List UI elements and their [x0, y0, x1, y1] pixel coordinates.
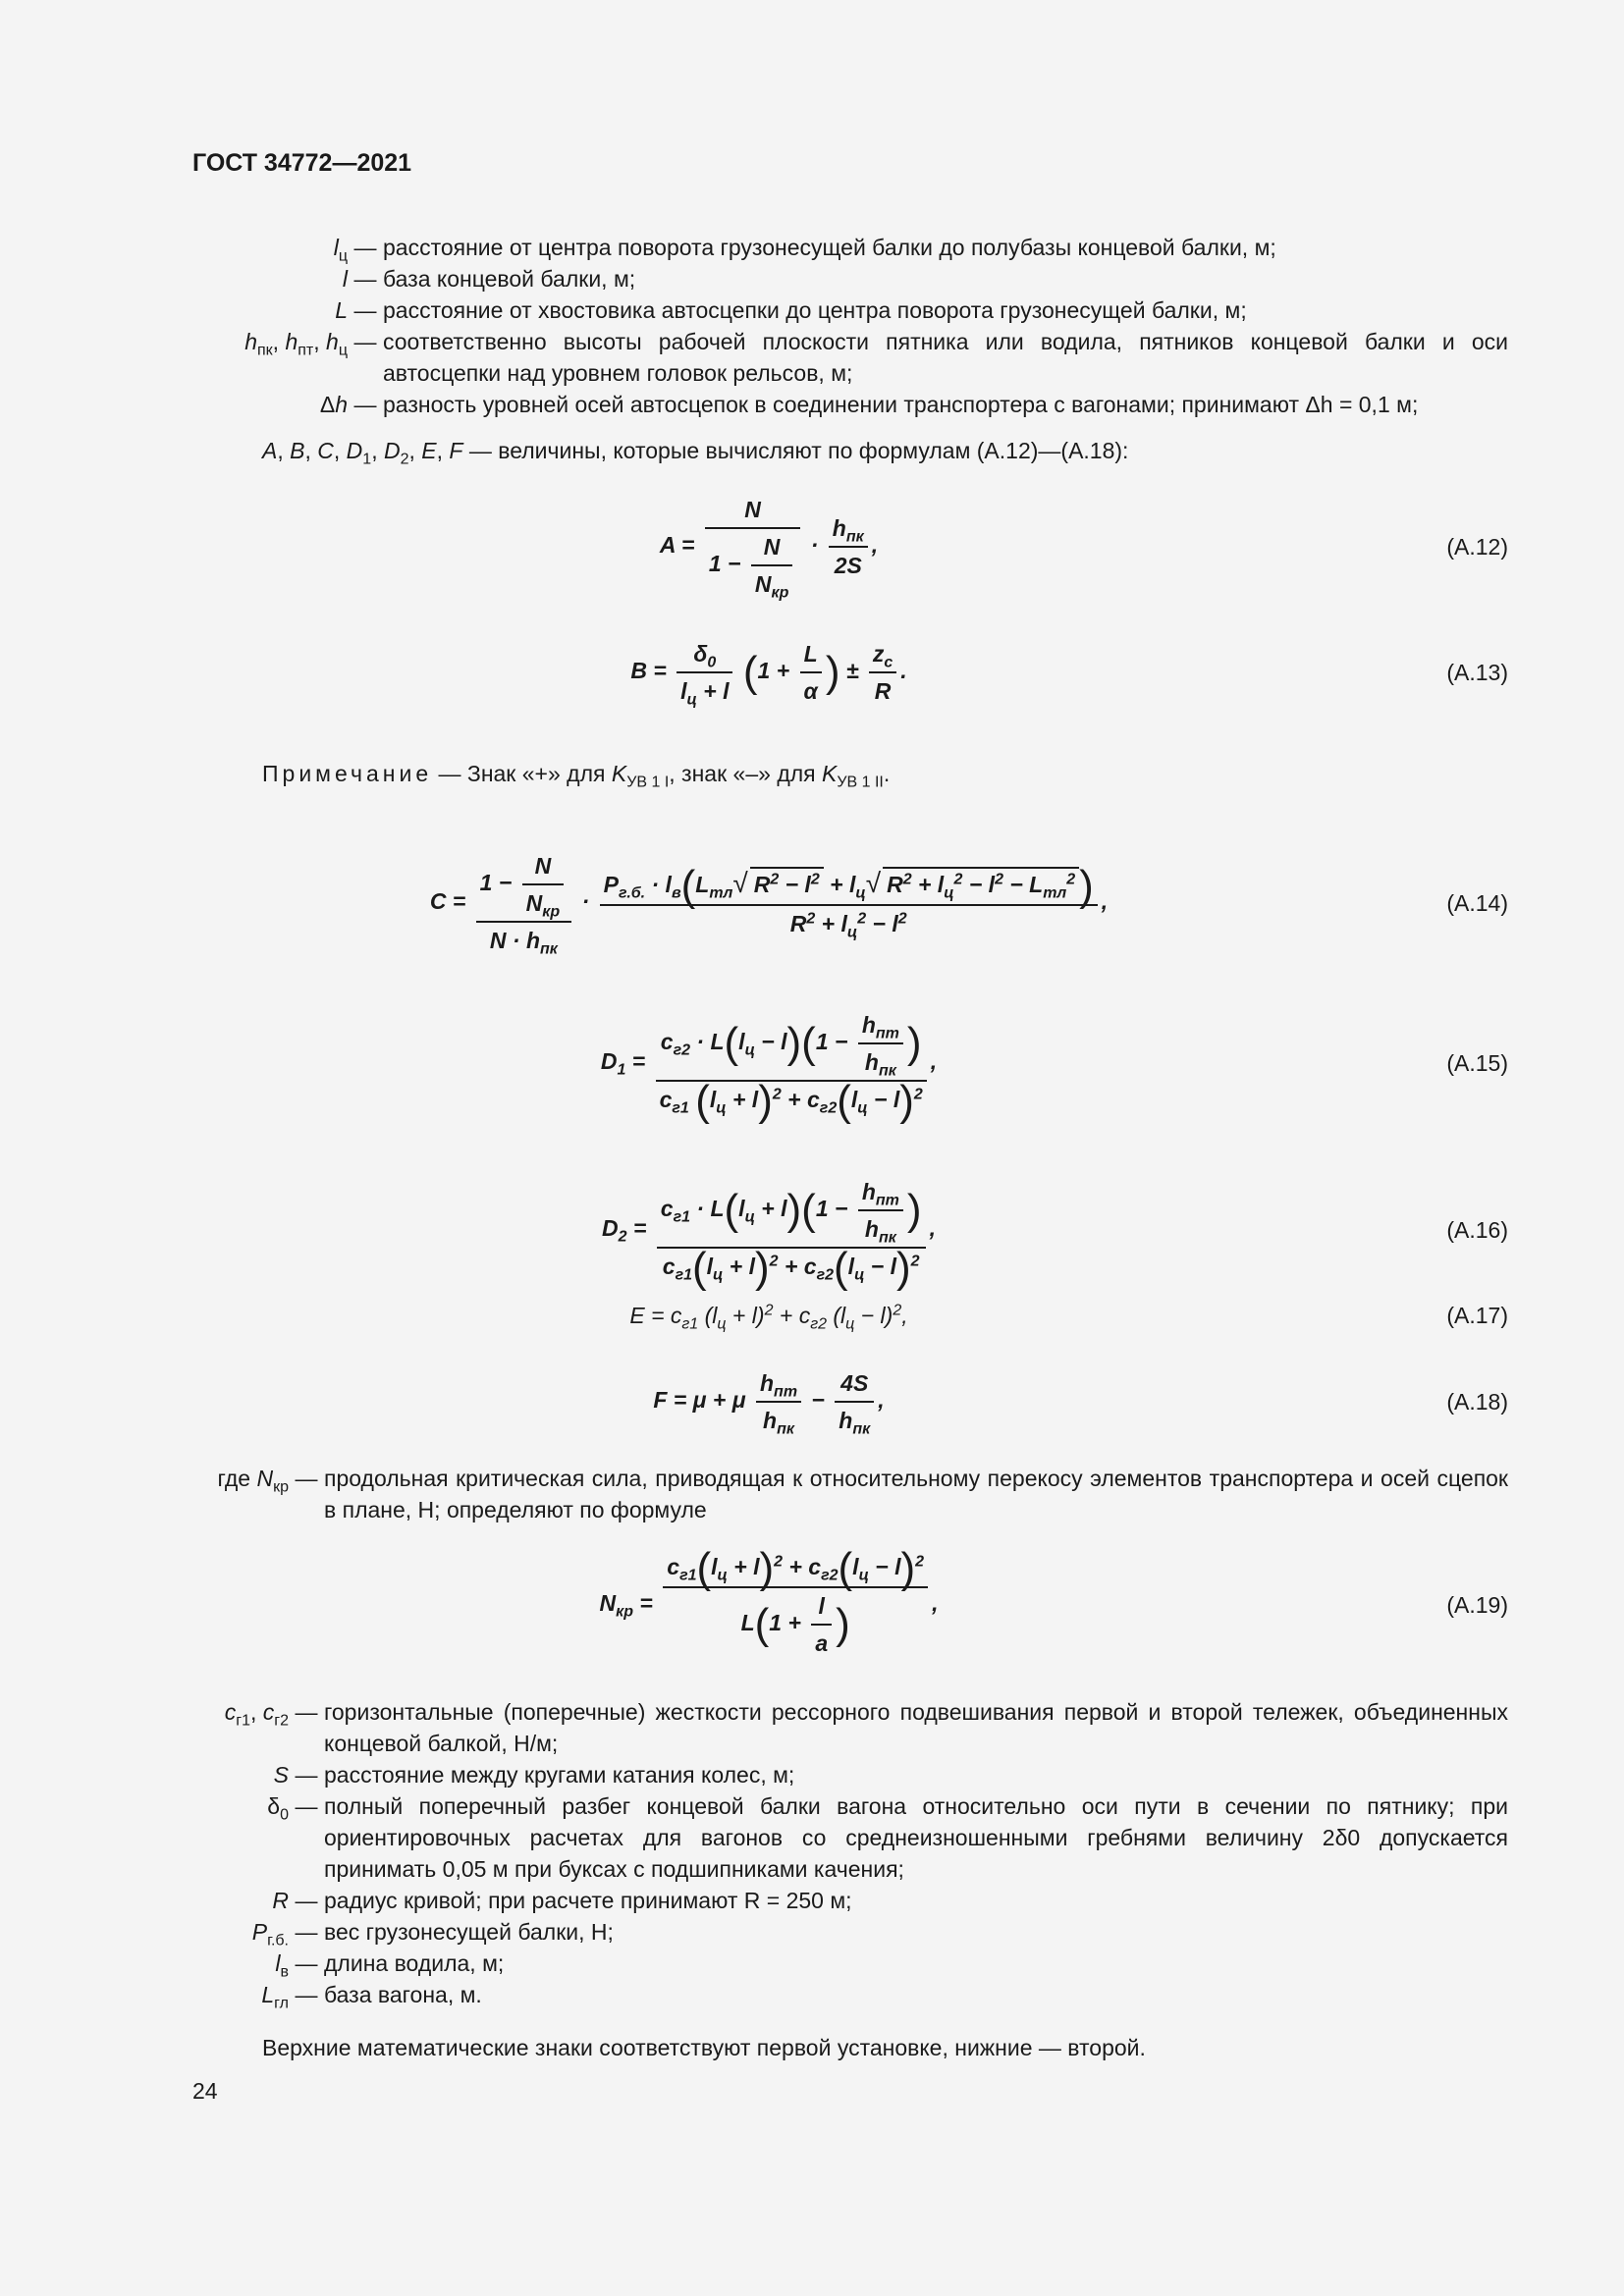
formula-a12: [147, 496, 1508, 602]
definition-symbol: $l_ц$: [333, 235, 348, 265]
definition-symbol: l: [342, 266, 348, 292]
definition-text: длина водила, м;: [324, 1950, 505, 1976]
where-clause: где $N_{кр}$ — продольная критическая сила, приводящая к относительному перекосу элементов транспортера и осей сцепок в плане, Н; определяют по формуле: [147, 1463, 1508, 1525]
definition-symbol: R: [272, 1888, 289, 1913]
formula-a13-expression: B = $\frac{\delta_0}{l_ц + l}$ (1 + $\frac{L}{\alpha}$ ) ± $\frac{z_c}{R}$ .: [630, 638, 906, 707]
definition-symbol: $L_{гл}$: [261, 1982, 289, 2012]
definition-symbol: $h_{пк}$, $h_{пт}$, $h_ц$: [244, 329, 348, 359]
formula-number: (А.17): [1446, 1303, 1508, 1328]
definition-symbol: Δh: [319, 392, 348, 417]
definition-text: расстояние от центра поворота грузонесущей балки до полубазы концевой балки, м;: [383, 235, 1276, 260]
definition-symbol: $c_{г1}$, $c_{г2}$: [224, 1699, 289, 1730]
definition-text: база концевой балки, м;: [383, 266, 636, 292]
closing-paragraph: Верхние математические знаки соответствуют первой установке, нижние — второй.: [262, 2035, 1146, 2060]
definition-text: полный поперечный разбег концевой балки вагона относительно оси пути в сечении по пятнику; при ориентировочных расчетах для вагонов со среднеизношенными гребнями величину 2δ0 допускается принимать 0,05 м при буксах с подшипниками качения;: [324, 1793, 1508, 1882]
definition-item: $P_{г.б.}$ — вес грузонесущей балки, Н;: [147, 1916, 1508, 1948]
formula-number: (А.18): [1446, 1389, 1508, 1415]
note-label: Примечание: [262, 761, 433, 786]
formula-a18: [147, 1364, 1508, 1439]
formula-a14: [147, 834, 1508, 972]
definition-item: $h_{пк}$, $h_{пт}$, $h_ц$ — соответственно высоты рабочей плоскости пятника или водила, пятников концевой балки и оси автосцепки над уровнем головок рельсов, м;: [147, 326, 1508, 389]
definition-item: $\delta_0$ — полный поперечный разбег концевой балки вагона относительно оси пути в сечении по пятнику; при ориентировочных расчетах для вагонов со среднеизношенными гребнями величину 2δ0 допускается принимать 0,05 м при буксах с подшипниками качения;: [147, 1790, 1508, 1885]
definition-text: соответственно высоты рабочей плоскости пятника или водила, пятников концевой балки и оси автосцепки над уровнем головок рельсов, м;: [383, 329, 1508, 386]
formula-number: (А.12): [1446, 534, 1508, 560]
formula-a15-expression: $D_1$ = $c_{г2} \cdot L(l_ц - l)(1$ − $\frac{h_{пт}}{h_{пк}}$ ) $c_{г1}$ $(l_ц + l)^2 + c_{г2}(l_ц - l)^2$ ,: [601, 1009, 937, 1117]
formula-a13: [147, 632, 1508, 713]
formula-a12-expression: A = N 1 − $\frac{N}{N_{кр}}$ · $\frac{h_{пк}}{2S}$ ,: [660, 494, 878, 600]
definition-symbol: L: [335, 297, 348, 323]
definition-item: l — база концевой балки, м;: [147, 263, 1508, 294]
document-header: ГОСТ 34772—2021: [192, 149, 412, 177]
definition-item: S — расстояние между кругами катания колес, м;: [147, 1759, 1508, 1790]
formula-number: (А.19): [1446, 1592, 1508, 1618]
definition-text: разность уровней осей автосцепок в соединении транспортера с вагонами; принимают Δh = 0,1 м;: [383, 392, 1419, 417]
definition-text: расстояние от хвостовика автосцепки до центра поворота грузонесущей балки, м;: [383, 297, 1247, 323]
definition-item: $l_ц$ — расстояние от центра поворота грузонесущей балки до полубазы концевой балки, м;: [147, 232, 1508, 263]
definition-text: горизонтальные (поперечные) жесткости рессорного подвешивания первой и второй тележек, объединенных концевой балкой, Н/м;: [324, 1699, 1508, 1756]
definition-text: база вагона, м.: [324, 1982, 482, 2007]
note: Примечание — Знак «+» для $K_{УВ 1 I}$, знак «–» для $K_{УВ 1 II}$.: [262, 761, 891, 791]
formula-number: (А.16): [1446, 1217, 1508, 1243]
definitions-bottom: [147, 1696, 1508, 2010]
formula-a19: [147, 1543, 1508, 1663]
definition-text: расстояние между кругами катания колес, м;: [324, 1762, 795, 1788]
formula-a15: [147, 982, 1508, 1145]
formula-a17-expression: $E = c_{г1}$ $(l_ц + l)^2 + c_{г2}$ $(l_ц - l)^2$,: [629, 1302, 908, 1333]
formula-a14-expression: C = 1 − $\frac{N}{N_{кр}}$ $N \cdot h_{пк}$ · $\frac{P_{г.б.} \cdot l_в(L_{тл}√ R^2 - l^2 + l_ц√ R^2 + l_ц^2 - l^2 - L_{тл}^2)}{R^2 + l_ц^2 - l^2}$ ,: [430, 850, 1108, 956]
formula-a18-expression: F = μ + μ $\frac{h_{пт}}{h_{пк}}$ − $\frac{4S}{h_{пк}}$ ,: [653, 1367, 884, 1436]
definition-item: Δh — разность уровней осей автосцепок в соединении транспортера с вагонами; принимают Δh = 0,1 м;: [147, 389, 1508, 420]
page-number: 24: [192, 2078, 218, 2104]
definition-item: $L_{гл}$ — база вагона, м.: [147, 1979, 1508, 2010]
where-prefix: где $N_{кр}$: [217, 1466, 289, 1496]
formula-number: (А.14): [1446, 890, 1508, 916]
formula-a17: [147, 1298, 1508, 1333]
where-text: продольная критическая сила, приводящая к относительному перекосу элементов транспортера и осей сцепок в плане, Н; определяют по формуле: [324, 1466, 1508, 1522]
definition-text: вес грузонесущей балки, Н;: [324, 1919, 614, 1945]
formula-a16: [147, 1148, 1508, 1311]
formula-a16-expression: $D_2$ = $c_{г1} \cdot L(l_ц + l)(1$ − $\frac{h_{пт}}{h_{пк}}$ ) $c_{г1}(l_ц + l)^2 + c_{г2}(l_ц - l)^2$ ,: [602, 1176, 936, 1284]
definition-item: R — радиус кривой; при расчете принимают R = 250 м;: [147, 1885, 1508, 1916]
definition-symbol: $P_{г.б.}$: [251, 1919, 289, 1949]
formula-number: (А.13): [1446, 660, 1508, 685]
definition-symbol: S: [273, 1762, 289, 1788]
definition-symbol: $\delta_0$: [267, 1793, 289, 1824]
definition-item: $c_{г1}$, $c_{г2}$ — горизонтальные (поперечные) жесткости рессорного подвешивания первой и второй тележек, объединенных концевой балкой, Н/м;: [147, 1696, 1508, 1759]
definition-item: L — расстояние от хвостовика автосцепки до центра поворота грузонесущей балки, м;: [147, 294, 1508, 326]
definitions-top: [147, 232, 1508, 420]
formula-a19-expression: $N_{кр}$ = $c_{г1}(l_ц + l)^2 + c_{г2}(l_ц - l)^2$ L(1 + $\frac{l}{a}$ ) ,: [599, 1543, 939, 1656]
definition-item: $l_в$ — длина водила, м;: [147, 1948, 1508, 1979]
formula-number: (А.15): [1446, 1050, 1508, 1076]
definition-text: радиус кривой; при расчете принимают R = 250 м;: [324, 1888, 852, 1913]
intro-line: A, B, C, $D_1$, $D_2$, E, F — величины, которые вычисляют по формулам (А.12)—(А.18):: [262, 438, 1129, 468]
definition-symbol: $l_в$: [275, 1950, 289, 1981]
